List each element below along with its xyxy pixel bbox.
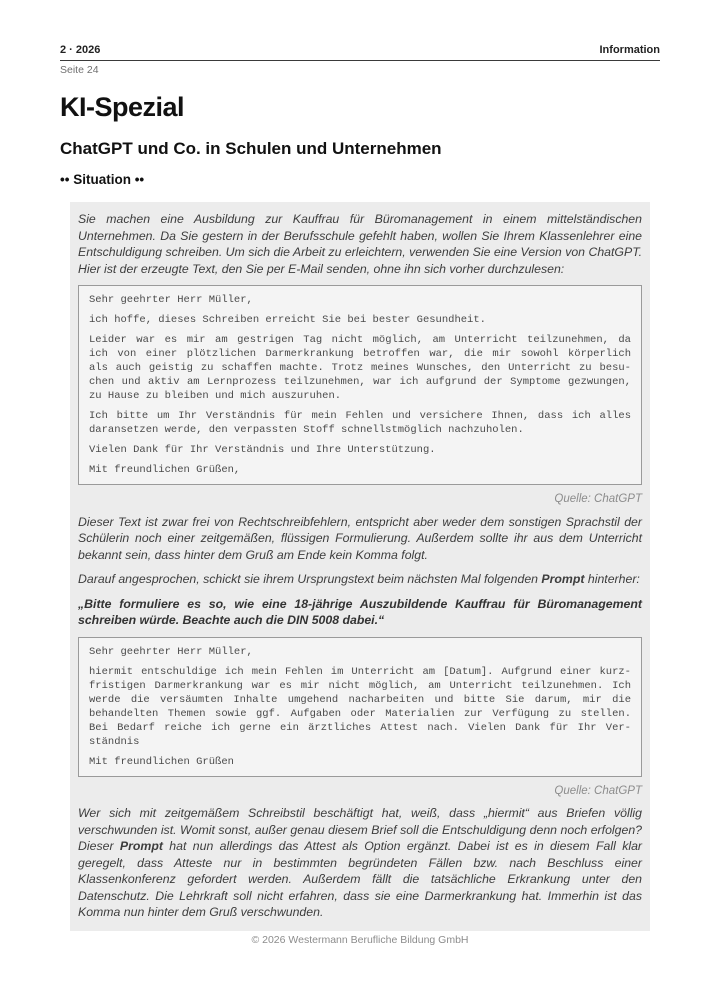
- commentary-paragraph-2: [78, 571, 642, 588]
- source-label-2: Quelle: ChatGPT: [554, 784, 642, 797]
- commentary-2-pre: Darauf angesprochen, schickt sie ihrem Ursprungstext beim nächsten Mal folgenden: [78, 572, 542, 586]
- letter-paragraph: [89, 443, 631, 457]
- letter-paragraph: [89, 313, 631, 327]
- source-label-1: Quelle: ChatGPT: [554, 493, 642, 505]
- commentary-paragraph-1: Dieser Text ist zwar frei von Rechtschreibfehlern, entspricht aber weder dem sonstigen Sprachstil der Schülerin noch einer zeitgemäßen, flüssigen Formulierung. Außerdem sollte ihr aus dem Unterricht bekannt sein, dass hinter dem Gruß am Ende kein Komma folgt.: [78, 514, 642, 562]
- letter-line: daransetzen werde, den verpassten Stoff schnellstmöglich nachzuholen.: [89, 424, 524, 436]
- intro-paragraph: Sie machen eine Ausbildung zur Kauffrau für Büromanagement in einem mittelständischen Unternehmen. Da Sie gestern in der Berufsschule gefehlt haben, wollen Sie Ihrem Klassenlehrer eine Entschuldigung schreiben. Um sich die Arbeit zu erleichtern, verwenden Sie eine Version von ChatGPT. Hier ist der erzeugte Text, den Sie per E-Mail senden, ohne ihn sich vorher durchzulesen:: [78, 212, 642, 276]
- page-number: Seite 24: [60, 64, 99, 76]
- letter-paragraph: [89, 333, 631, 403]
- letter-line: Ich bitte um Ihr Verständnis für mein Fehlen und versichere Ihnen, dass ich alles: [89, 410, 631, 422]
- letter-line: ich von einer plötzlichen Darmerkrankung betroffen war, die mir sowohl körperlich: [89, 348, 631, 360]
- letter-line: werde die versäumten Inhalte umgehend nacharbeiten und bitte Sie darum, mir die: [89, 693, 631, 706]
- prompt-keyword: Prompt: [541, 572, 585, 586]
- letter-paragraph: [89, 665, 631, 749]
- commentary-3-pre: Wer sich mit zeitgemäßem Schreibstil beschäftigt hat, weiß, dass „hiermit“ aus Briefen völlig verschwunden ist. Womit sonst, außer genau diesem Brief soll die Entschuldigung denn noch erfolgen? Dieser: [78, 806, 642, 853]
- letter-line: Vielen Dank für Ihr Verständnis und Ihre Unterstützung.: [89, 444, 436, 456]
- issue-label: 2 · 2026: [60, 44, 101, 56]
- prompt-keyword-2: Prompt: [119, 839, 163, 853]
- letter-line: Bei Bedarf reiche ich gerne ein ärztliches Attest nach. Vielen Dank für Ihr Ver-: [89, 721, 631, 734]
- letter-line: zu Hause zu bleiben und mich auszuruhen.: [89, 390, 342, 402]
- section-label: Information: [599, 44, 660, 56]
- letter-line: Mit freundlichen Grüßen: [89, 755, 234, 768]
- letter-line: Sehr geehrter Herr Müller,: [89, 294, 253, 306]
- page-subtitle: ChatGPT und Co. in Schulen und Unternehmen: [60, 139, 442, 158]
- footer-copyright: © 2026 Westermann Berufliche Bildung GmbH: [251, 934, 469, 946]
- commentary-2-post: hinterher:: [584, 572, 640, 586]
- letter-line: hiermit entschuldige ich mein Fehlen im Unterricht am [Datum]. Aufgrund einer kurz-: [89, 665, 631, 678]
- letter-paragraph: [89, 409, 631, 437]
- letter-paragraph: [89, 463, 631, 477]
- commentary-3-post: hat nun allerdings das Attest als Option ergänzt. Dabei ist es in diesem Fall klar geregelt, dass Atteste nur in bestimmten begründeten Fällen bzw. nach Beschluss einer Klassenkonferenz gefordert werden. Außerdem fällt die tatsächliche Erkrankung unter den Datenschutz. Die Lehrkraft soll nicht erfahren, dass sie eine Darmerkrankung hat. Immerhin ist das Komma nun hinter dem Gruß verschwunden.: [78, 839, 643, 919]
- letter-paragraph: [89, 755, 631, 769]
- page-header: [60, 44, 660, 61]
- letter-line: fristigen Darmerkrankung war es mir nicht möglich, am Unterricht teilzunehmen. Ich: [89, 679, 631, 692]
- letter-paragraph: [89, 293, 631, 307]
- page-title: KI-Spezial: [60, 92, 185, 122]
- letter-box-1: [78, 285, 642, 485]
- letter-paragraph: [89, 645, 631, 659]
- letter-line: ständnis: [89, 735, 140, 748]
- prompt-quote: „Bitte formuliere es so, wie eine 18-jährige Auszubildende Kauffrau für Büromanagement schreiben würde. Beachte auch die DIN 5008 dabei.“: [78, 596, 642, 627]
- letter-line: ich hoffe, dieses Schreiben erreicht Sie bei bester Gesundheit.: [89, 314, 486, 326]
- letter-line: als auch geistig zu schaffen machte. Trotz meines Wunsches, den Unterricht zu besu-: [89, 362, 631, 374]
- letter-line: behandelten Themen sowie ggf. Aufgaben oder Materialien zur Verfügung zu stellen.: [89, 707, 631, 720]
- letter-line: Sehr geehrter Herr Müller,: [89, 645, 253, 658]
- document-page: [60, 0, 660, 931]
- letter-line: Leider war es mir am gestrigen Tag nicht möglich, am Unterricht teilzunehmen, da: [89, 334, 631, 346]
- situation-heading: •• Situation ••: [60, 172, 145, 187]
- commentary-paragraph-3: [78, 805, 642, 921]
- letter-box-2: [78, 637, 642, 777]
- letter-line: chen und aktiv am Lernprozess teilzunehmen, war ich aufgrund der Symptome gezwungen,: [89, 376, 631, 388]
- situation-panel: [70, 202, 650, 931]
- letter-line: Mit freundlichen Grüßen,: [89, 464, 241, 476]
